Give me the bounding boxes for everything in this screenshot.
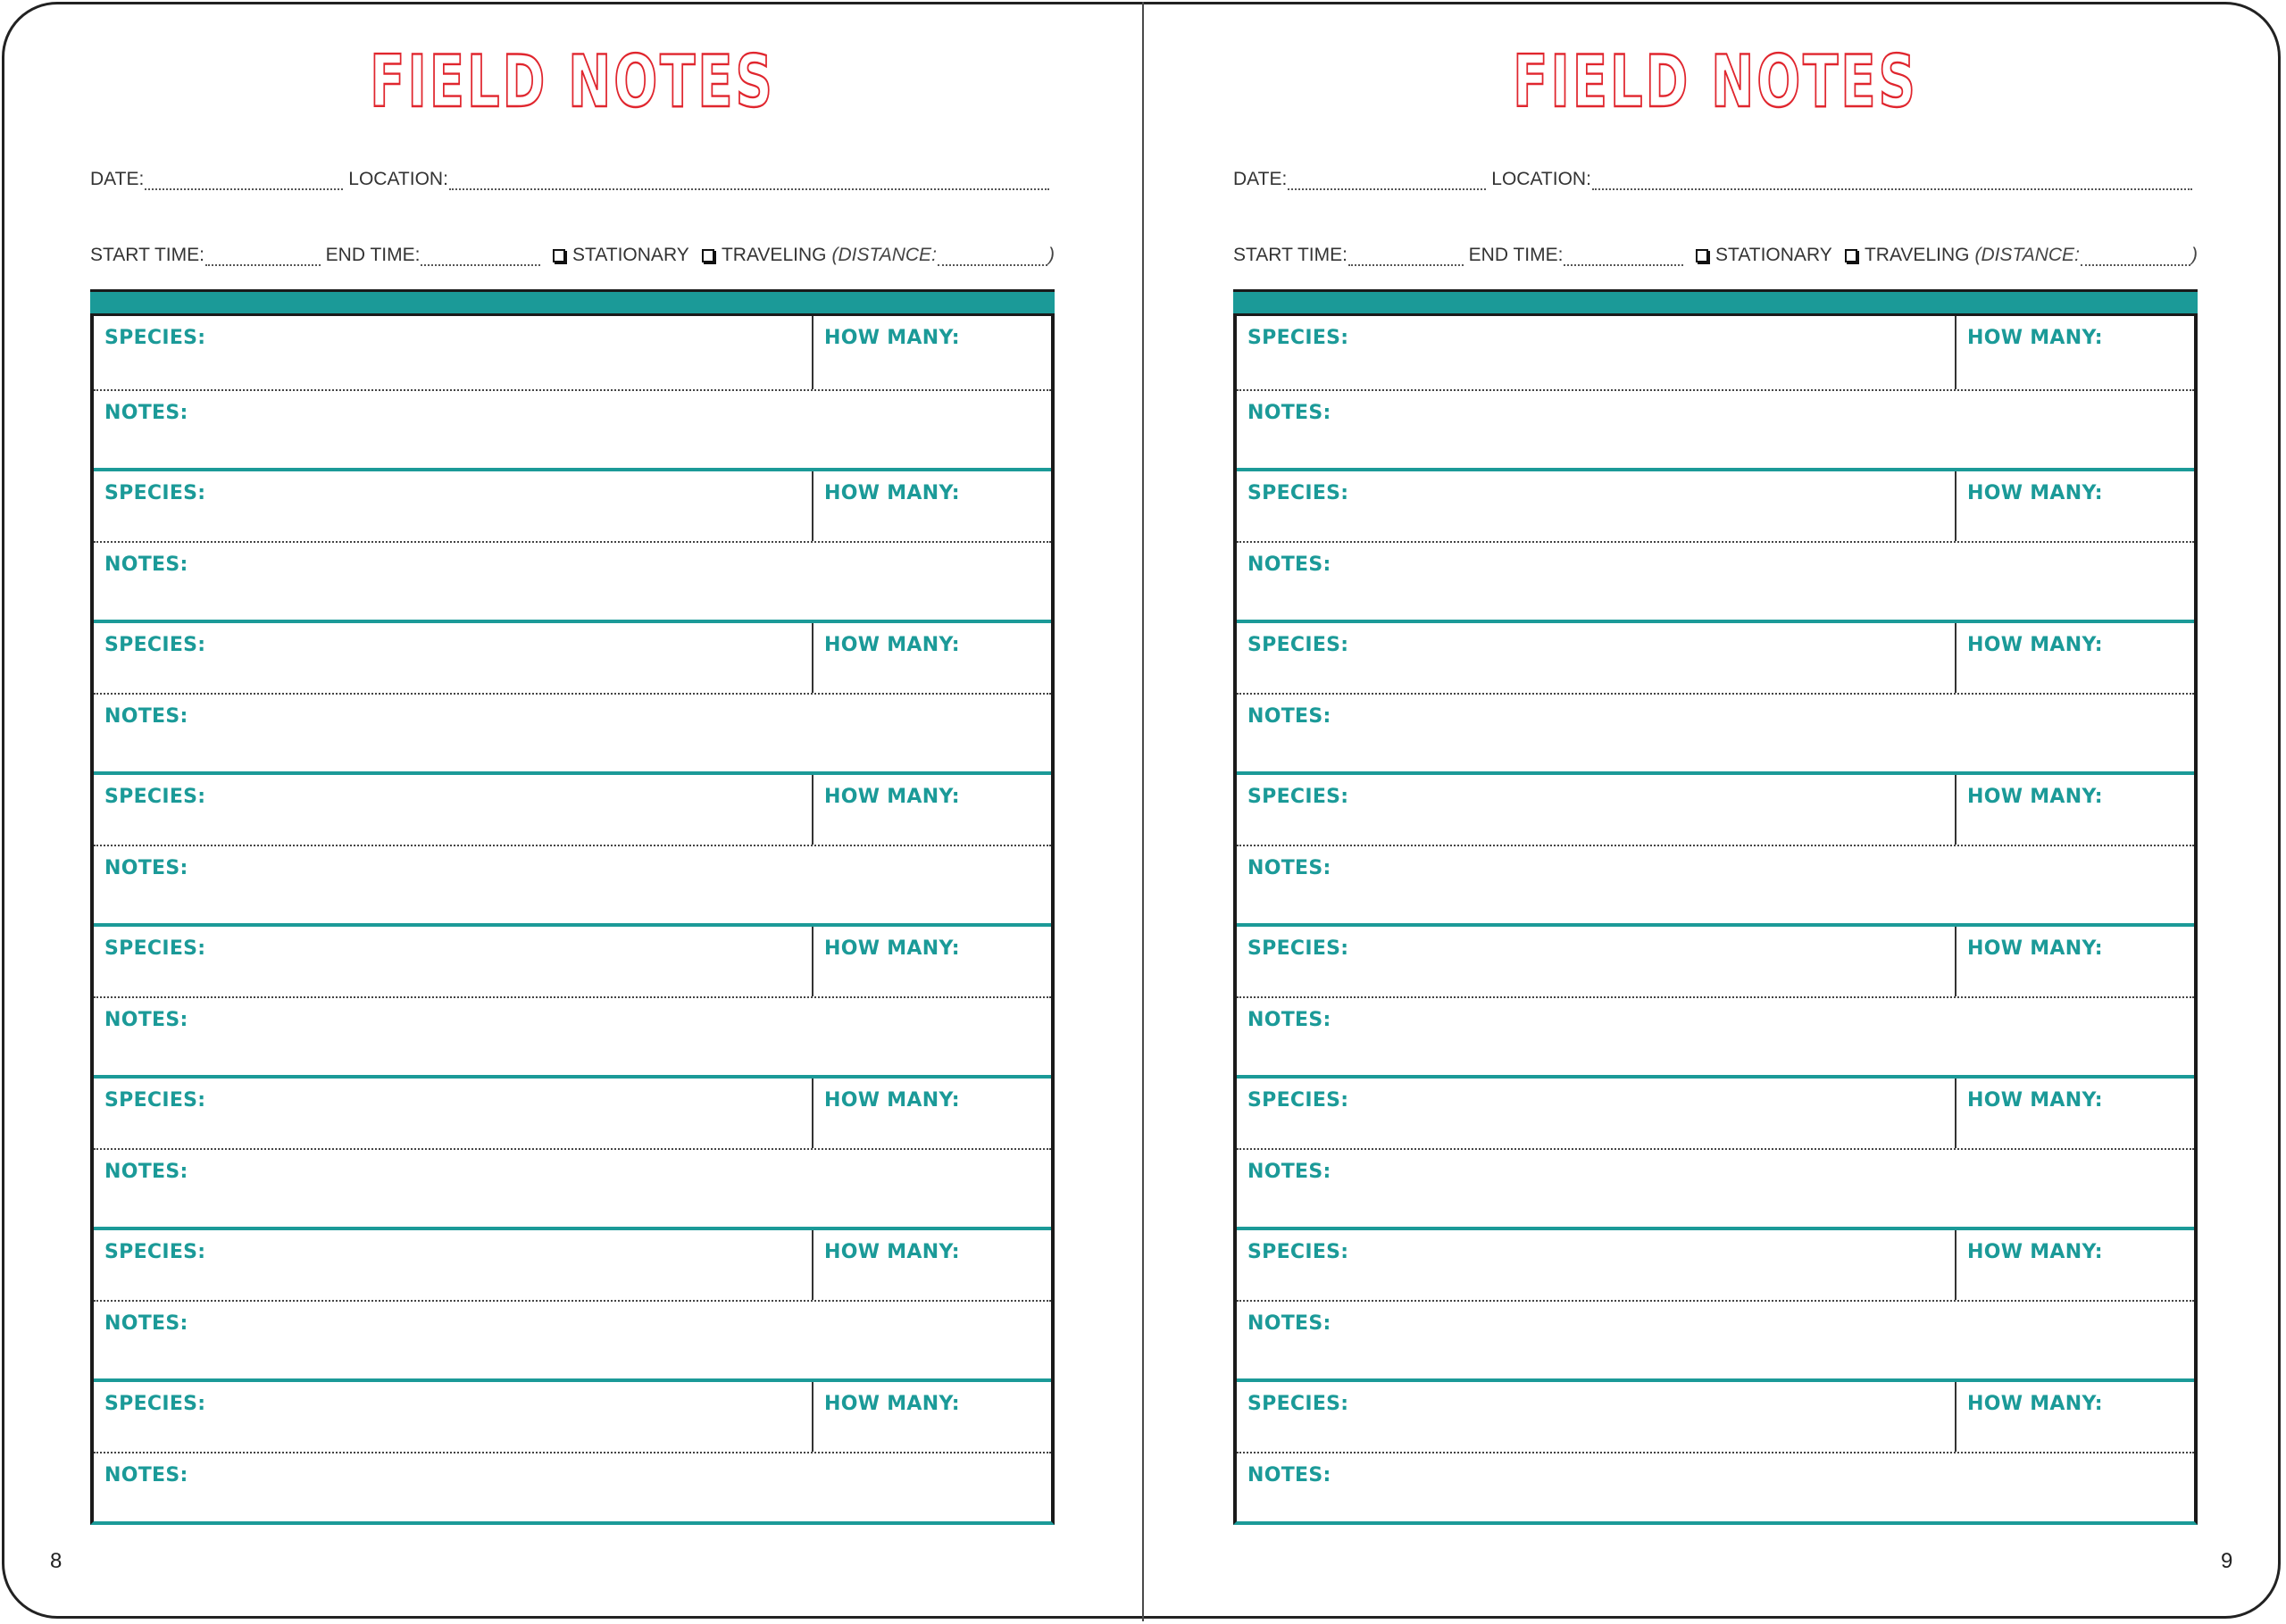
location-label: LOCATION: <box>1491 169 1591 189</box>
distance-label: (DISTANCE: <box>831 245 937 265</box>
species-label: SPECIES: <box>104 634 206 656</box>
column-divider <box>1955 623 1956 693</box>
sighting-entry <box>94 1378 1051 1530</box>
center-fold <box>1142 2 1144 1621</box>
species-row <box>1237 623 2194 695</box>
sighting-entry <box>94 468 1051 620</box>
how-many-label: HOW MANY: <box>824 634 960 656</box>
species-row <box>94 927 1051 998</box>
notes-label: NOTES: <box>104 857 188 879</box>
stationary-label: STATIONARY <box>572 245 689 265</box>
notes-label: NOTES: <box>1247 1009 1331 1031</box>
how-many-label: HOW MANY: <box>824 1241 960 1263</box>
species-label: SPECIES: <box>1247 937 1349 960</box>
notes-row[interactable] <box>94 1302 1051 1378</box>
notes-label: NOTES: <box>1247 554 1331 576</box>
traveling-label: TRAVELING <box>721 245 827 265</box>
how-many-label: HOW MANY: <box>1967 634 2103 656</box>
notes-label: NOTES: <box>1247 705 1331 728</box>
how-many-label: HOW MANY: <box>1967 1241 2103 1263</box>
sighting-entry <box>1237 468 2194 620</box>
how-many-label: HOW MANY: <box>1967 482 2103 504</box>
species-row <box>1237 1079 2194 1150</box>
how-many-label: HOW MANY: <box>1967 1089 2103 1112</box>
column-divider <box>812 775 813 845</box>
traveling-label: TRAVELING <box>1864 245 1970 265</box>
species-row <box>1237 316 2194 391</box>
stationary-checkbox[interactable] <box>1696 249 1708 262</box>
how-many-label: HOW MANY: <box>824 786 960 808</box>
species-label: SPECIES: <box>1247 482 1349 504</box>
species-row <box>94 1230 1051 1302</box>
species-label: SPECIES: <box>104 1393 206 1415</box>
column-divider <box>812 471 813 541</box>
notes-row[interactable] <box>94 846 1051 923</box>
species-label: SPECIES: <box>104 786 206 808</box>
start-time-field[interactable] <box>205 246 321 266</box>
column-divider <box>812 927 813 996</box>
column-divider <box>812 623 813 693</box>
species-label: SPECIES: <box>104 1089 206 1112</box>
how-many-label: HOW MANY: <box>824 482 960 504</box>
notes-label: NOTES: <box>104 705 188 728</box>
end-time-field[interactable] <box>1564 246 1682 266</box>
sighting-entry <box>94 771 1051 923</box>
sighting-entry <box>1237 316 2194 468</box>
notes-label: NOTES: <box>1247 857 1331 879</box>
table-header-bar <box>90 289 1055 316</box>
notes-row[interactable] <box>1237 543 2194 620</box>
notes-row[interactable] <box>1237 391 2194 468</box>
notes-label: NOTES: <box>104 1009 188 1031</box>
location-field[interactable] <box>449 171 1049 190</box>
species-row <box>94 471 1051 543</box>
traveling-checkbox[interactable] <box>702 249 714 262</box>
distance-field[interactable] <box>938 246 1047 266</box>
notes-row[interactable] <box>94 1453 1051 1530</box>
column-divider <box>1955 775 1956 845</box>
notes-row[interactable] <box>94 391 1051 468</box>
column-divider <box>1955 471 1956 541</box>
notes-label: NOTES: <box>104 554 188 576</box>
species-label: SPECIES: <box>1247 786 1349 808</box>
end-time-label: END TIME: <box>1468 245 1564 265</box>
notes-label: NOTES: <box>104 1464 188 1487</box>
notes-label: NOTES: <box>1247 1464 1331 1487</box>
distance-close: ) <box>1048 245 1055 265</box>
notes-label: NOTES: <box>1247 1312 1331 1335</box>
sighting-entry <box>94 1227 1051 1378</box>
species-label: SPECIES: <box>1247 634 1349 656</box>
species-row <box>94 623 1051 695</box>
sighting-entry <box>94 1075 1051 1227</box>
start-time-label: START TIME: <box>1233 245 1347 265</box>
species-row <box>94 1079 1051 1150</box>
species-label: SPECIES: <box>104 1241 206 1263</box>
sighting-entry <box>1237 771 2194 923</box>
table-header-bar <box>1233 289 2198 316</box>
sightings-table <box>1233 289 2198 1525</box>
species-row <box>1237 471 2194 543</box>
column-divider <box>812 316 813 389</box>
column-divider <box>1955 316 1956 389</box>
sighting-entry <box>1237 620 2194 771</box>
start-time-label: START TIME: <box>90 245 204 265</box>
entries-list <box>1237 316 2194 1530</box>
notes-row[interactable] <box>1237 1453 2194 1530</box>
notes-label: NOTES: <box>104 402 188 424</box>
right-page <box>1233 0 2198 1624</box>
species-label: SPECIES: <box>1247 1241 1349 1263</box>
sighting-entry <box>94 923 1051 1075</box>
species-label: SPECIES: <box>104 937 206 960</box>
species-row <box>94 316 1051 391</box>
how-many-label: HOW MANY: <box>1967 327 2103 349</box>
species-label: SPECIES: <box>1247 1089 1349 1112</box>
notes-label: NOTES: <box>104 1161 188 1183</box>
date-label: DATE: <box>1233 169 1288 189</box>
column-divider <box>812 1230 813 1300</box>
notes-row[interactable] <box>94 543 1051 620</box>
species-label: SPECIES: <box>1247 1393 1349 1415</box>
column-divider <box>1955 1230 1956 1300</box>
page-title: FIELD NOTES <box>1513 40 1918 123</box>
page-number-left: 8 <box>50 1549 63 1573</box>
location-label: LOCATION: <box>348 169 448 189</box>
notes-row[interactable] <box>94 998 1051 1075</box>
species-row <box>1237 927 2194 998</box>
end-time-field[interactable] <box>421 246 539 266</box>
column-divider <box>1955 1079 1956 1148</box>
sighting-entry <box>1237 1075 2194 1227</box>
entries-list <box>94 316 1051 1530</box>
notes-row[interactable] <box>1237 1150 2194 1227</box>
how-many-label: HOW MANY: <box>1967 937 2103 960</box>
species-label: SPECIES: <box>104 327 206 349</box>
species-row <box>1237 1230 2194 1302</box>
location-field[interactable] <box>1592 171 2192 190</box>
notes-row[interactable] <box>94 1150 1051 1227</box>
sightings-table <box>90 289 1055 1525</box>
notes-row[interactable] <box>1237 846 2194 923</box>
end-time-label: END TIME: <box>325 245 421 265</box>
species-row <box>1237 775 2194 846</box>
sighting-entry <box>94 316 1051 468</box>
column-divider <box>812 1382 813 1452</box>
sighting-entry <box>1237 923 2194 1075</box>
start-time-field[interactable] <box>1348 246 1464 266</box>
notes-label: NOTES: <box>104 1312 188 1335</box>
notes-label: NOTES: <box>1247 402 1331 424</box>
date-field[interactable] <box>145 171 343 190</box>
notes-row[interactable] <box>1237 998 2194 1075</box>
species-row <box>1237 1382 2194 1453</box>
page-number-right: 9 <box>2221 1549 2233 1573</box>
date-label: DATE: <box>90 169 145 189</box>
date-location-row <box>90 163 1055 190</box>
date-location-row <box>1233 163 2198 190</box>
how-many-label: HOW MANY: <box>1967 786 2103 808</box>
sighting-entry <box>1237 1378 2194 1530</box>
column-divider <box>1955 1382 1956 1452</box>
notes-label: NOTES: <box>1247 1161 1331 1183</box>
notes-row[interactable] <box>1237 1302 2194 1378</box>
notes-row[interactable] <box>94 695 1051 771</box>
how-many-label: HOW MANY: <box>824 1089 960 1112</box>
time-mode-row <box>1233 239 2198 266</box>
how-many-label: HOW MANY: <box>1967 1393 2103 1415</box>
species-row <box>94 775 1051 846</box>
sighting-entry <box>1237 1227 2194 1378</box>
column-divider <box>1955 927 1956 996</box>
page-title: FIELD NOTES <box>370 40 775 123</box>
date-field[interactable] <box>1288 171 1486 190</box>
stationary-checkbox[interactable] <box>553 249 565 262</box>
distance-close: ) <box>2191 245 2198 265</box>
species-label: SPECIES: <box>104 482 206 504</box>
species-row <box>94 1382 1051 1453</box>
notes-row[interactable] <box>1237 695 2194 771</box>
left-page <box>90 0 1055 1624</box>
sighting-entry <box>94 620 1051 771</box>
time-mode-row <box>90 239 1055 266</box>
how-many-label: HOW MANY: <box>824 1393 960 1415</box>
distance-field[interactable] <box>2081 246 2190 266</box>
species-label: SPECIES: <box>1247 327 1349 349</box>
traveling-checkbox[interactable] <box>1845 249 1857 262</box>
column-divider <box>812 1079 813 1148</box>
distance-label: (DISTANCE: <box>1974 245 2080 265</box>
stationary-label: STATIONARY <box>1715 245 1832 265</box>
how-many-label: HOW MANY: <box>824 327 960 349</box>
how-many-label: HOW MANY: <box>824 937 960 960</box>
